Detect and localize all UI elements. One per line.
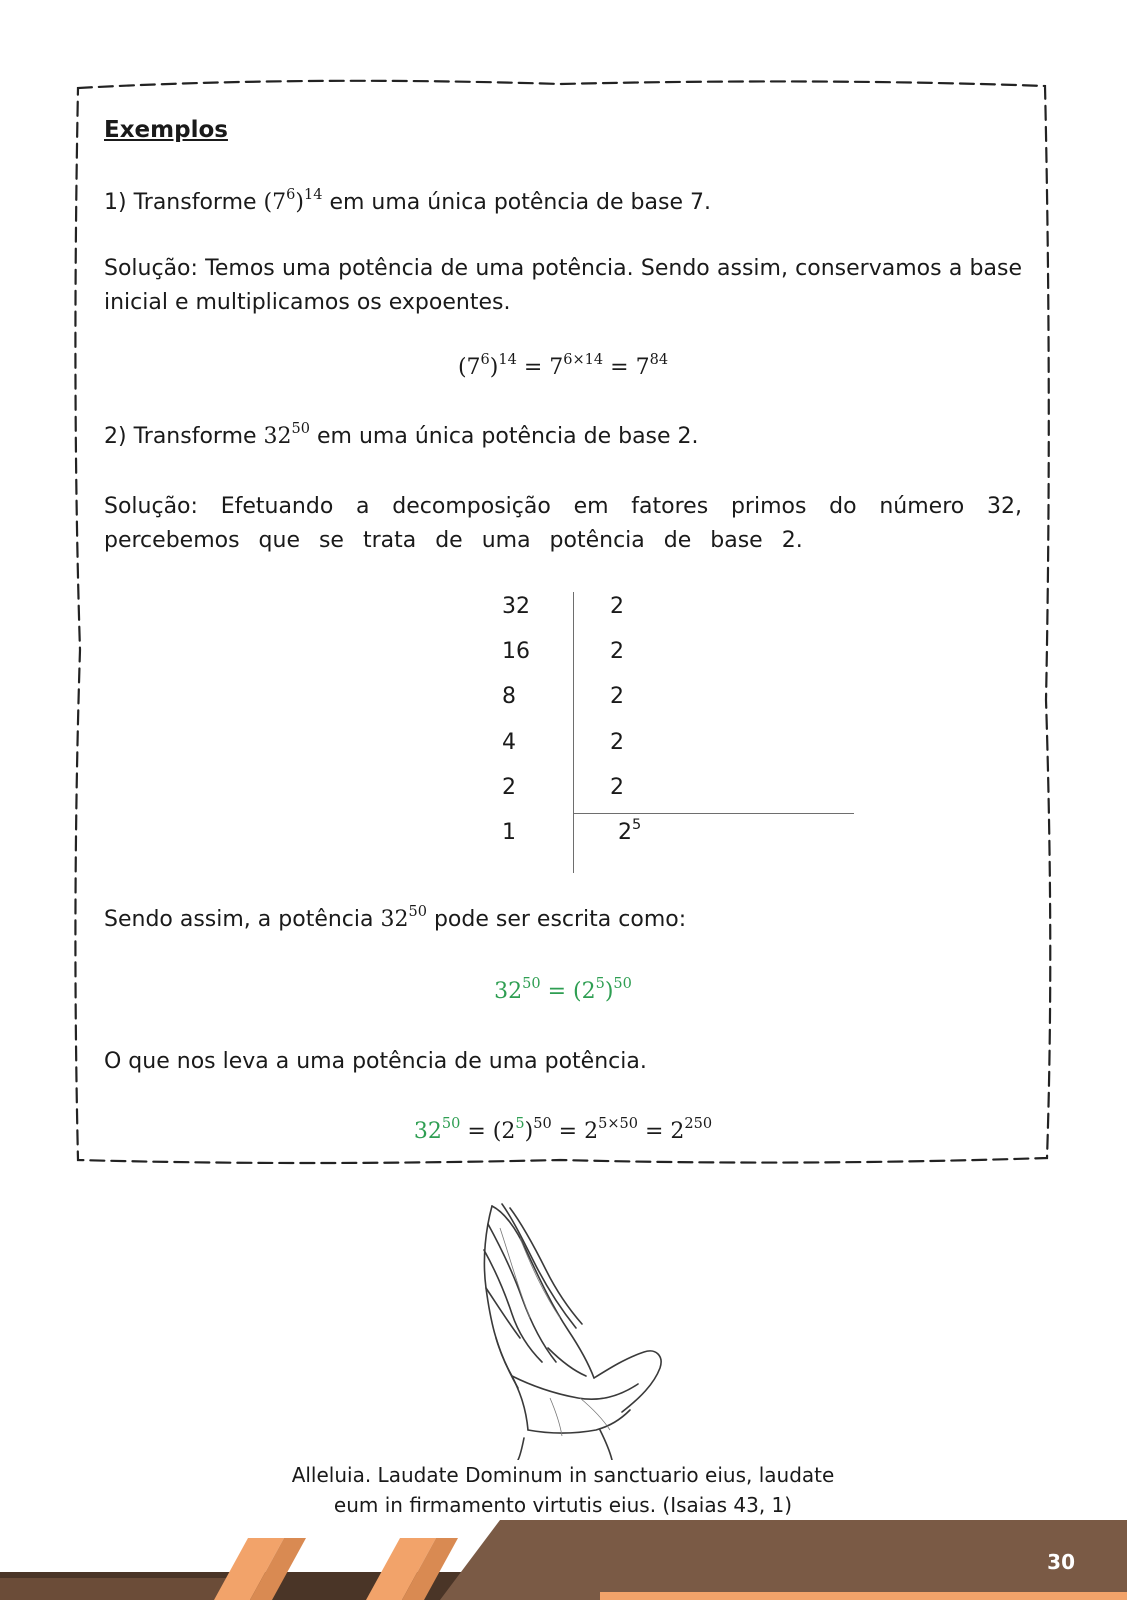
divisor-cell: 2 <box>610 594 624 619</box>
example-1-equation: $(7^6)^{14} = 7^{6\times 14} = 7^{84}$ <box>457 352 669 380</box>
footer-band <box>0 1520 1127 1600</box>
example-2-solution: Solução: Efetuando a decomposição em fatores primos do número 32, percebemos que se trata de uma potência de base 2. <box>104 494 1022 553</box>
dividend-cell: 2 <box>502 775 516 800</box>
example-1-suffix: em uma única potência de base 7. <box>322 190 711 215</box>
written-as-sentence: Sendo assim, a potência $32^{50}$ pode ser escrita como: <box>104 904 687 932</box>
quote-line-1: Alleluia. Laudate Dominum in sanctuario eius, laudate <box>291 1463 835 1487</box>
dividend-cell: 8 <box>502 684 516 709</box>
scripture-quote <box>263 1460 863 1520</box>
example-1-prefix: 1) Transforme <box>104 190 264 215</box>
power-of-power-sentence: O que nos leva a uma potência de uma potência. <box>104 1049 647 1074</box>
example-2-statement: 2) Transforme $32^{50}$ em uma única potência de base 2. <box>104 421 699 449</box>
example-1-statement <box>104 186 711 220</box>
page-number: 30 <box>1047 1550 1075 1574</box>
example-1-expression: $(7^6)^{14}$ <box>263 187 323 215</box>
dividend-cell: 16 <box>502 639 530 664</box>
example-1-solution: Solução: Temos uma potência de uma potência. Sendo assim, conservamos a base inicial e multiplicamos os expoentes. <box>104 256 1022 315</box>
divisor-cell: 2 <box>610 775 624 800</box>
division-horizontal-line <box>574 813 854 814</box>
divisor-cell: 2 <box>610 639 624 664</box>
quote-line-2: eum in firmamento virtutis eius. (Isaias 43, 1) <box>333 1493 793 1517</box>
dividend-cell: 32 <box>502 594 530 619</box>
divisor-cell: 2 <box>610 684 624 709</box>
division-vertical-line <box>573 592 574 873</box>
example-2-equation-2: $32^{50} = (2^5)^{50} = 2^{5\times 50} = 2^{250}$ <box>413 1116 713 1144</box>
prime-factorization-table <box>470 592 860 872</box>
examples-heading: Exemplos <box>104 117 228 143</box>
factorization-result: $2^5$ <box>618 817 642 845</box>
praying-hands-icon <box>460 1198 670 1460</box>
dividend-cell: 4 <box>502 730 516 755</box>
example-2-equation-1: $32^{50} = (2^5)^{50}$ <box>494 976 632 1004</box>
divisor-cell: 2 <box>610 730 624 755</box>
dividend-cell: 1 <box>502 820 516 845</box>
